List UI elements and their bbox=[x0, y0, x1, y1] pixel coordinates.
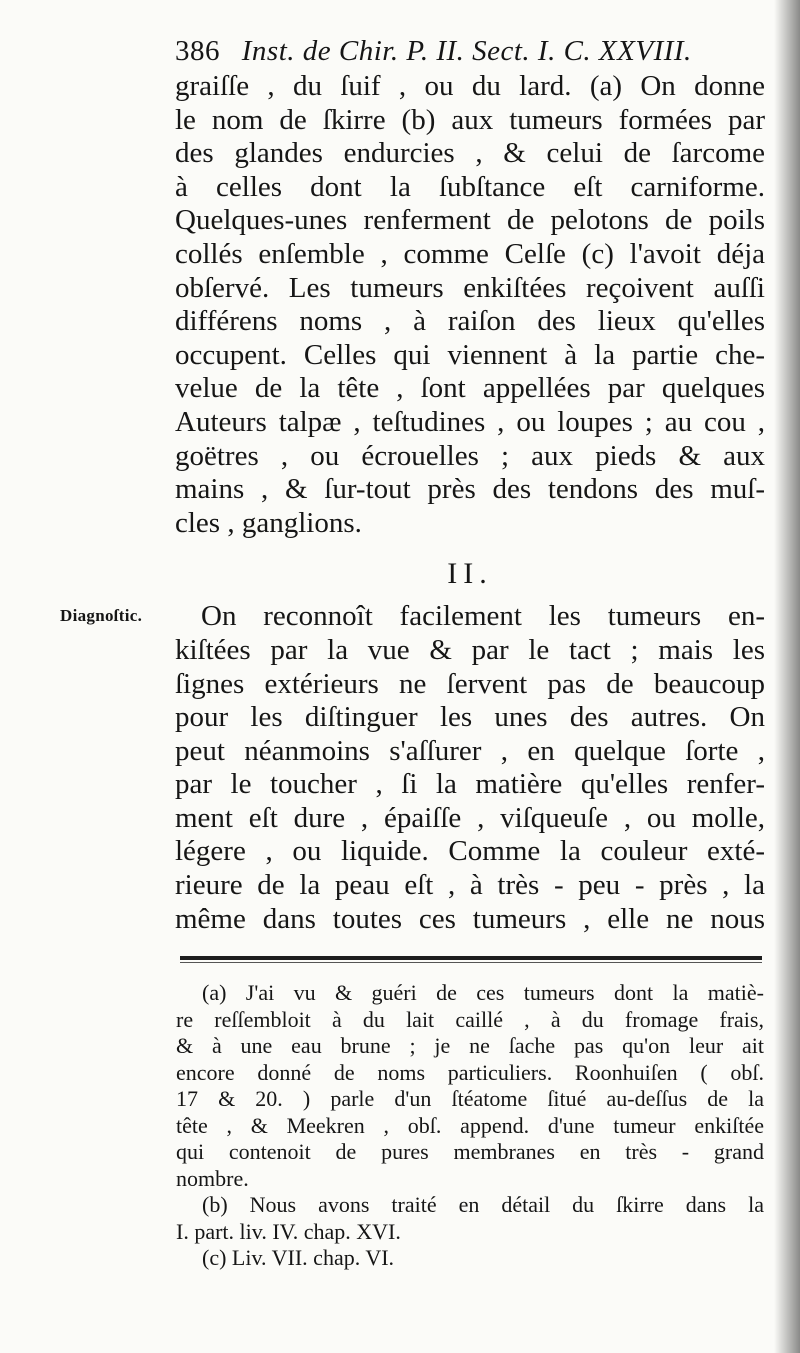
text-line: rieure de la peau eſt , à très - peu - près , la bbox=[175, 869, 765, 902]
text-line: le nom de ſkirre (b) aux tumeurs formées par bbox=[175, 103, 765, 136]
footnote-line: & à une eau brune ; je ne ſache pas qu'on leur ait bbox=[176, 1033, 764, 1058]
page-content bbox=[175, 32, 765, 936]
text-line: mains , & ſur-tout près des tendons des muſ- bbox=[175, 473, 765, 506]
footnote-b bbox=[176, 1192, 764, 1245]
text-line: légere , ou liquide. Comme la couleur exté- bbox=[175, 835, 765, 868]
text-line: même dans toutes ces tumeurs , elle ne nous bbox=[175, 902, 765, 935]
running-title: Inst. de Chir. P. II. Sect. I. C. XXVIII. bbox=[241, 35, 692, 67]
text-line: Auteurs talpæ , teſtudines , ou loupes ; au cou , bbox=[175, 405, 765, 438]
text-line: obſervé. Les tumeurs enkiſtées reçoivent auſſi bbox=[175, 271, 765, 304]
footnote-line: (a) J'ai vu & guéri de ces tumeurs dont la matiè- bbox=[202, 980, 764, 1005]
footnotes bbox=[176, 980, 764, 1272]
text-line: ſignes extérieurs ne ſervent pas de beaucoup bbox=[175, 667, 765, 700]
text-line: cles , ganglions. bbox=[175, 506, 362, 539]
section-number: II. bbox=[447, 557, 493, 591]
running-head bbox=[175, 32, 765, 70]
text-line: Quelques-unes renferment de pelotons de poils bbox=[175, 204, 765, 237]
footnote-line: (b) Nous avons traité en détail du ſkirre dans la bbox=[202, 1192, 764, 1217]
text-line: à celles dont la ſubſtance eſt carniforme. bbox=[175, 170, 765, 203]
text-line: kiſtées par la vue & par le tact ; mais les bbox=[175, 633, 765, 666]
footnote-line: nombre. bbox=[176, 1165, 249, 1191]
text-line: peut néanmoins s'aſſurer , en quelque ſorte , bbox=[175, 734, 765, 767]
margin-note: Diagnoſtic. bbox=[60, 606, 143, 625]
text-line: goëtres , ou écrouelles ; aux pieds & aux bbox=[175, 439, 765, 472]
text-line: occupent. Celles qui viennent à la partie che- bbox=[175, 338, 765, 371]
page-edge-shadow bbox=[774, 0, 800, 1353]
text-line: par le toucher , ſi la matière qu'elles renfer- bbox=[175, 768, 765, 801]
body-paragraph-1 bbox=[175, 70, 765, 540]
footnote-line: tête , & Meekren , obſ. append. d'une tumeur enkiſtée bbox=[176, 1112, 764, 1138]
footnote-c bbox=[176, 1245, 764, 1272]
footnote-line: I. part. liv. IV. chap. XVI. bbox=[176, 1218, 401, 1244]
footnote-line: encore donné de noms particuliers. Roonhuiſen ( obſ. bbox=[176, 1059, 764, 1085]
text-line: ment eſt dure , épaiſſe , viſqueuſe , ou molle, bbox=[175, 801, 765, 834]
text-line: On reconnoît facilement les tumeurs en- bbox=[201, 600, 765, 633]
text-line: velue de la tête , ſont appellées par quelques bbox=[175, 372, 765, 405]
footnote-line: 17 & 20. ) parle d'un ſtéatome ſitué au-deſſus de la bbox=[176, 1086, 764, 1111]
text-line: des glandes endurcies , & celui de ſarcome bbox=[175, 137, 765, 170]
page-number: 386 bbox=[175, 35, 220, 67]
text-line: collés enſemble , comme Celſe (c) l'avoit déja bbox=[175, 237, 765, 270]
footnote-rule bbox=[180, 956, 762, 960]
text-line: différens noms , à raiſon des lieux qu'elles bbox=[175, 305, 765, 338]
footnote-line: qui contenoit de pures membranes en très - grand bbox=[176, 1139, 764, 1164]
footnote-rule-thin bbox=[180, 962, 762, 963]
body-paragraph-2 bbox=[175, 600, 765, 936]
footnote-a bbox=[176, 980, 764, 1192]
footnote-line: (c) Liv. VII. chap. VI. bbox=[202, 1245, 395, 1270]
footnote-line: re reſſembloit à du lait caillé , à du fromage frais, bbox=[176, 1006, 764, 1032]
text-line: graiſſe , du ſuif , ou du lard. (a) On donne bbox=[175, 70, 765, 102]
text-line: pour les diſtinguer les unes des autres. On bbox=[175, 701, 765, 734]
